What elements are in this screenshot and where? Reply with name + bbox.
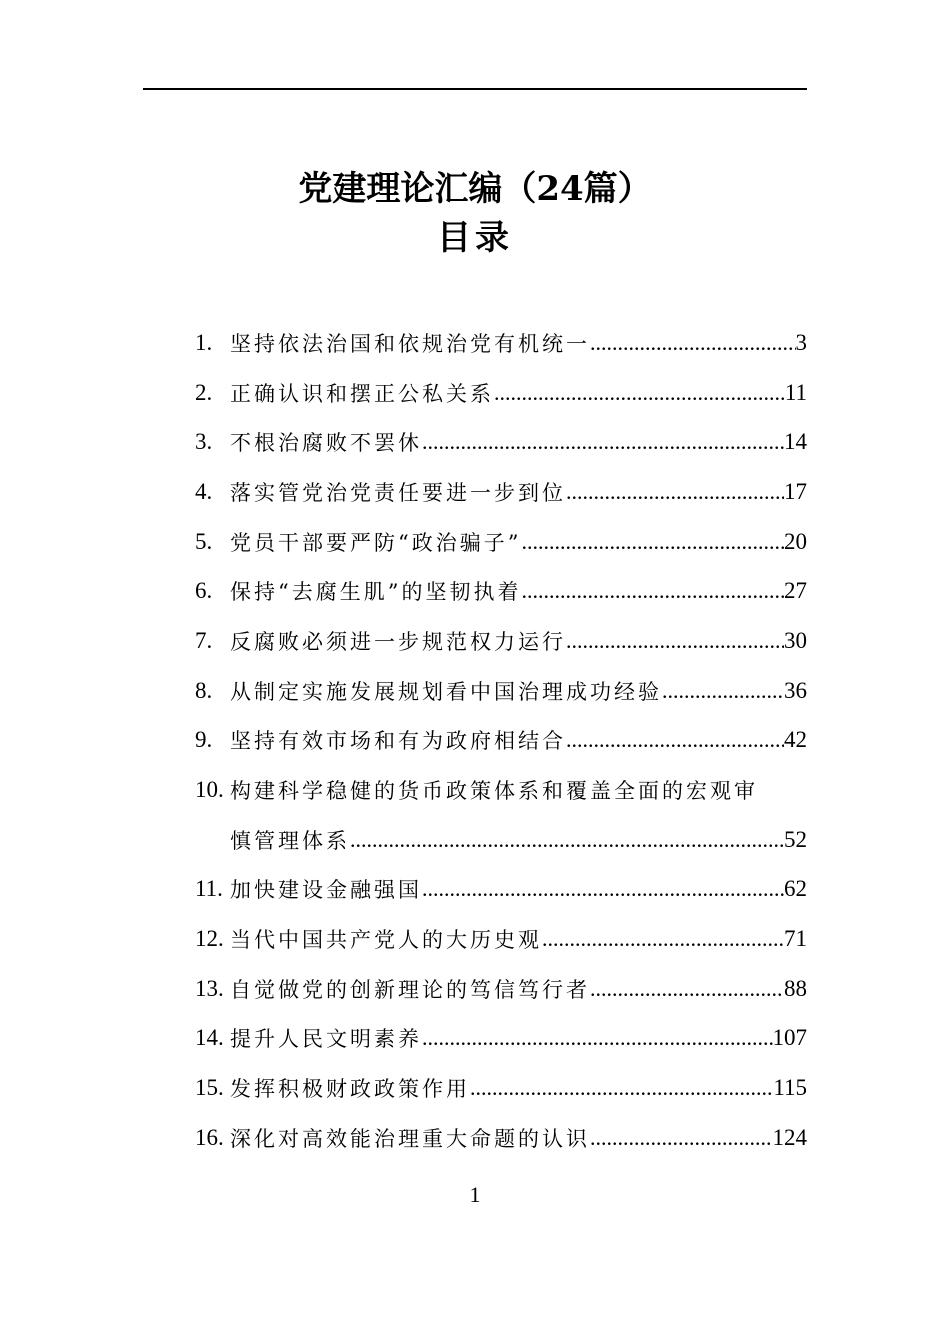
toc-leader-dots bbox=[422, 429, 784, 455]
toc-entry-16[interactable] bbox=[195, 1113, 807, 1163]
toc-entry-10-continuation[interactable] bbox=[195, 815, 807, 865]
toc-entry-page: 3 bbox=[795, 329, 807, 355]
toc-leader-dots bbox=[566, 727, 784, 753]
toc-entry-number: 6. bbox=[195, 578, 213, 604]
toc-entry-page: 115 bbox=[773, 1075, 807, 1101]
toc-entry-6[interactable] bbox=[195, 566, 807, 616]
toc-entry-number: 9. bbox=[195, 727, 213, 753]
toc-entry-title: 自觉做党的创新理论的笃信笃行者 bbox=[230, 977, 590, 1002]
document-title: 党建理论汇编（24篇） bbox=[298, 169, 652, 209]
toc-entry-number: 4. bbox=[195, 478, 213, 504]
toc-entry-title: 党员干部要严防“政治骗子” bbox=[230, 530, 522, 555]
header-rule bbox=[143, 88, 807, 90]
toc-entry-title: 不根治腐败不罢休 bbox=[230, 431, 422, 456]
toc-leader-dots bbox=[542, 926, 784, 952]
toc-entry-page: 20 bbox=[784, 528, 807, 554]
toc-leader-dots bbox=[470, 1075, 773, 1101]
toc-entry-title: 坚持依法治国和依规治党有机统一 bbox=[230, 331, 590, 356]
toc-entry-page: 14 bbox=[784, 429, 807, 455]
toc-entry-title: 提升人民文明素养 bbox=[230, 1027, 422, 1052]
toc-leader-dots bbox=[521, 529, 784, 555]
toc-entry-number: 16. bbox=[195, 1124, 224, 1150]
toc-entry-12[interactable] bbox=[195, 914, 807, 964]
table-of-contents bbox=[195, 318, 807, 1163]
toc-leader-dots bbox=[422, 1025, 773, 1051]
toc-entry-2[interactable] bbox=[195, 368, 807, 418]
toc-entry-15[interactable] bbox=[195, 1063, 807, 1113]
toc-entry-page: 11 bbox=[784, 379, 807, 405]
toc-entry-number: 2. bbox=[195, 379, 213, 405]
toc-entry-title: 深化对高效能治理重大命题的认识 bbox=[230, 1126, 590, 1151]
toc-entry-title: 坚持有效市场和有为政府相结合 bbox=[230, 729, 566, 754]
toc-entry-10[interactable] bbox=[195, 765, 807, 815]
toc-entry-number: 10. bbox=[195, 777, 224, 803]
toc-leader-dots bbox=[590, 1125, 773, 1151]
toc-entry-4[interactable] bbox=[195, 467, 807, 517]
toc-leader-dots bbox=[521, 578, 784, 604]
toc-entry-8[interactable] bbox=[195, 666, 807, 716]
toc-leader-dots bbox=[350, 827, 784, 853]
toc-entry-title: 构建科学稳健的货币政策体系和覆盖全面的宏观审 bbox=[230, 779, 758, 804]
toc-entry-number: 14. bbox=[195, 1025, 224, 1051]
toc-entry-title: 从制定实施发展规划看中国治理成功经验 bbox=[230, 679, 662, 704]
page-number: 1 bbox=[469, 1182, 481, 1207]
toc-entry-page: 71 bbox=[784, 926, 807, 952]
toc-leader-dots bbox=[422, 876, 784, 902]
toc-entry-number: 15. bbox=[195, 1075, 224, 1101]
toc-entry-number: 11. bbox=[195, 876, 223, 902]
toc-entry-number: 5. bbox=[195, 528, 213, 554]
toc-entry-7[interactable] bbox=[195, 616, 807, 666]
toc-entry-title: 保持“去腐生肌”的坚韧执着 bbox=[230, 580, 522, 605]
toc-entry-3[interactable] bbox=[195, 417, 807, 467]
toc-entry-number: 12. bbox=[195, 926, 224, 952]
toc-entry-9[interactable] bbox=[195, 716, 807, 766]
toc-entry-page: 88 bbox=[784, 975, 807, 1001]
toc-entry-page: 36 bbox=[784, 677, 807, 703]
toc-entry-number: 3. bbox=[195, 429, 213, 455]
toc-leader-dots bbox=[566, 479, 784, 505]
toc-entry-page: 107 bbox=[772, 1025, 807, 1051]
toc-entry-title: 当代中国共产党人的大历史观 bbox=[230, 928, 542, 953]
toc-entry-page: 124 bbox=[772, 1124, 807, 1150]
toc-entry-title: 正确认识和摆正公私关系 bbox=[230, 381, 494, 406]
toc-entry-number: 13. bbox=[195, 975, 224, 1001]
toc-entry-title: 落实管党治党责任要进一步到位 bbox=[230, 480, 566, 505]
toc-entry-title-continuation: 慎管理体系 bbox=[230, 828, 350, 853]
toc-entry-title: 反腐败必须进一步规范权力运行 bbox=[230, 629, 566, 654]
toc-entry-number: 1. bbox=[195, 329, 213, 355]
toc-heading: 目录 bbox=[437, 218, 513, 258]
toc-entry-13[interactable] bbox=[195, 964, 807, 1014]
toc-entry-number: 8. bbox=[195, 677, 213, 703]
toc-entry-page: 30 bbox=[784, 627, 807, 653]
toc-entry-page: 17 bbox=[784, 478, 807, 504]
toc-entry-14[interactable] bbox=[195, 1014, 807, 1064]
toc-leader-dots bbox=[590, 330, 796, 356]
toc-leader-dots bbox=[590, 976, 784, 1002]
toc-entry-1[interactable] bbox=[195, 318, 807, 368]
toc-entry-page: 27 bbox=[784, 578, 807, 604]
toc-leader-dots bbox=[494, 380, 785, 406]
toc-entry-title: 加快建设金融强国 bbox=[230, 878, 422, 903]
toc-leader-dots bbox=[662, 678, 784, 704]
toc-entry-page: 42 bbox=[784, 727, 807, 753]
toc-leader-dots bbox=[566, 628, 784, 654]
toc-entry-5[interactable] bbox=[195, 517, 807, 567]
toc-entry-title: 发挥积极财政政策作用 bbox=[230, 1077, 470, 1102]
toc-entry-number: 7. bbox=[195, 627, 213, 653]
toc-entry-page: 62 bbox=[784, 876, 807, 902]
toc-entry-page: 52 bbox=[784, 826, 807, 852]
toc-entry-11[interactable] bbox=[195, 865, 807, 915]
